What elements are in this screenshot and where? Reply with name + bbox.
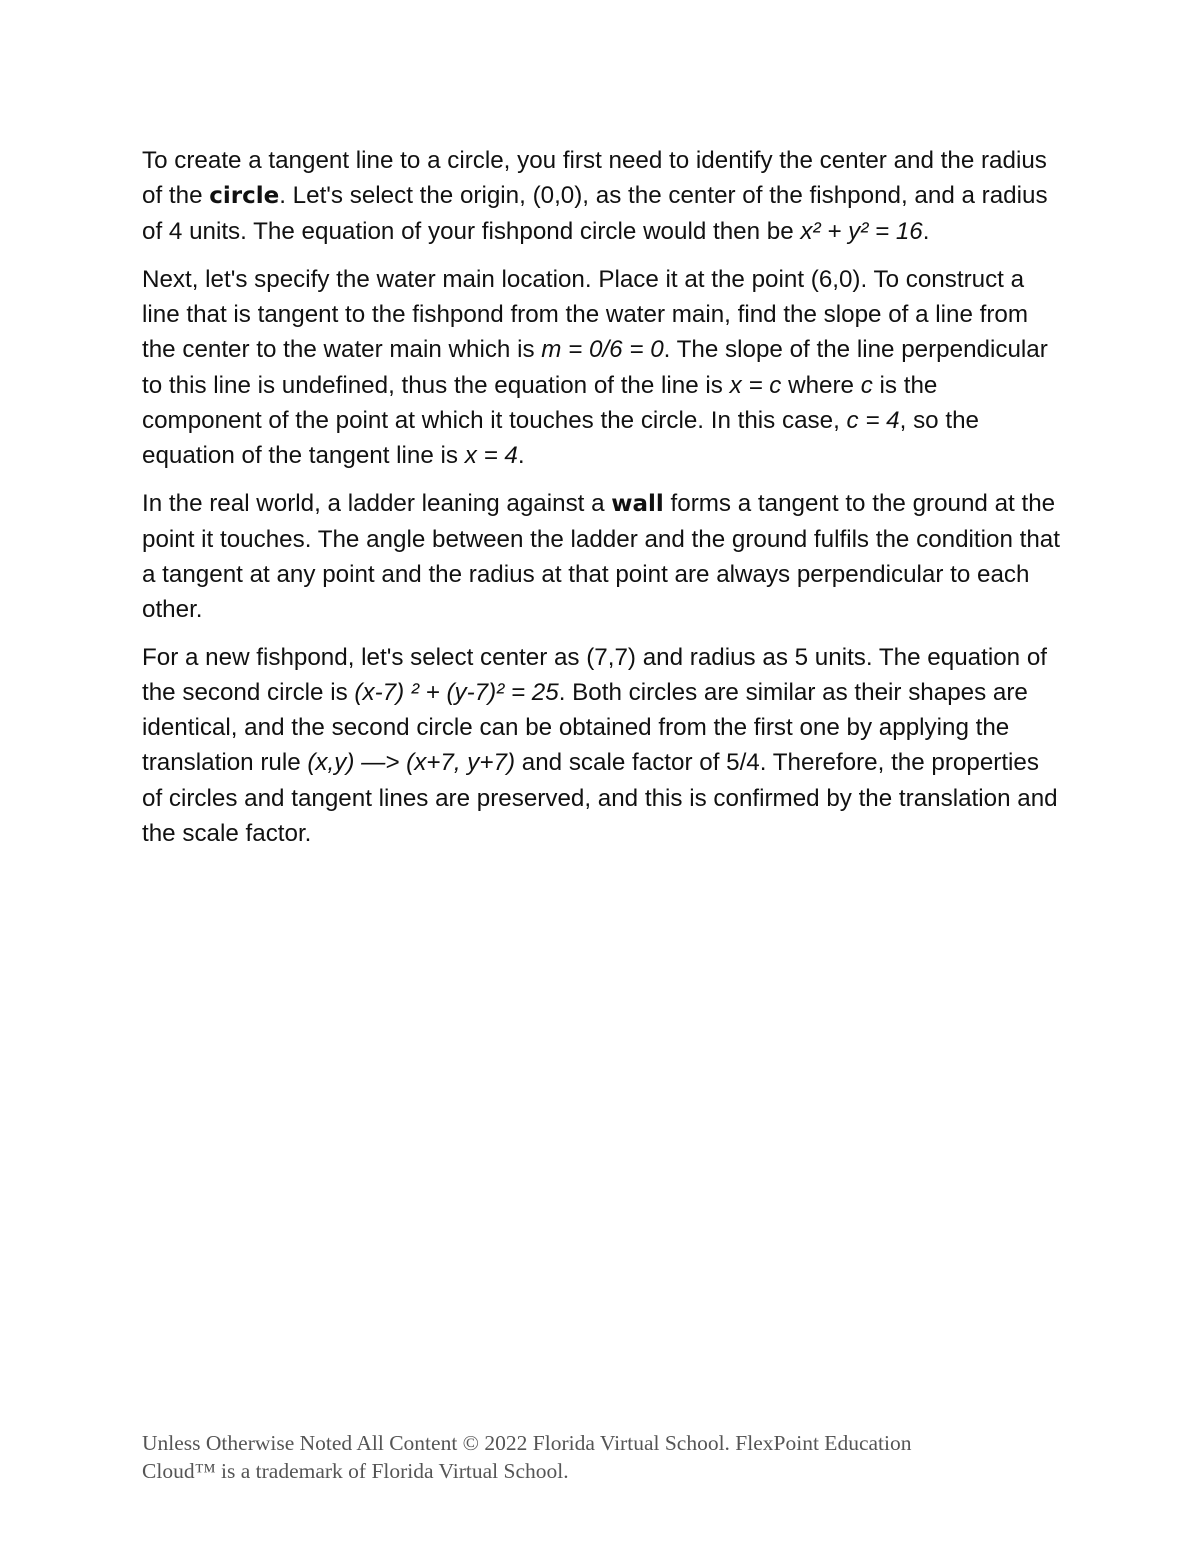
text-span: .: [922, 218, 930, 246]
equation-tangent-line: x = 4: [464, 442, 518, 470]
text-span: For a new fishpond, let's select center as (7,7) and radius as 5 units. The equation of the second circle is: [142, 643, 1047, 707]
text-span: . The slope of the line perpendicular to this line is undefined, thus the equation of the line is: [142, 336, 1048, 399]
text-span: . Let's select the origin, (0,0), as the center of the fishpond, and a radius of 4 units. The equation of your fishpond circle would then be: [142, 182, 1048, 246]
variable-c: c: [860, 371, 873, 399]
paragraph-tangent-intro: [142, 143, 1062, 250]
footer-line-2: Cloud™ is a trademark of Florida Virtual School.: [142, 1459, 569, 1483]
text-span: In the real world, a ladder leaning against a: [142, 489, 612, 517]
keyword-wall: wall: [611, 490, 664, 517]
equation-c-value: c = 4: [846, 406, 900, 434]
footer-line-1: Unless Otherwise Noted All Content © 2022 Florida Virtual School. FlexPoint Education: [142, 1431, 912, 1455]
text-span: forms a tangent to the ground at the point it touches. The angle between the ladder and the ground fulfils the condition that a tangent at any point and the radius at that point are always perpendicular to each other.: [142, 489, 1060, 624]
text-span: .: [517, 442, 525, 470]
equation-circle: x² + y² = 16: [800, 218, 923, 246]
text-span: is the component of the point at which it touches the circle. In this case,: [142, 371, 938, 434]
text-span: Next, let's specify the water main location. Place it at the point (6,0). To construct a line that is tangent to the fishpond from the water main, find the slope of a line from the center to the water main which is: [142, 266, 1029, 364]
paragraph-new-fishpond: [142, 640, 1062, 851]
text-span: where: [781, 371, 861, 399]
paragraph-water-main: [142, 262, 1062, 473]
equation-slope: m = 0/6 = 0: [541, 336, 664, 364]
copyright-footer: [142, 1429, 1042, 1485]
document-body: [142, 143, 1062, 863]
equation-second-circle: (x-7) ² + (y-7)² = 25: [354, 679, 559, 707]
text-span: , so the equation of the tangent line is: [142, 406, 979, 470]
translation-rule: (x,y) —> (x+7, y+7): [307, 749, 516, 777]
text-span: and scale factor of 5/4. Therefore, the properties of circles and tangent lines are preserved, and this is confirmed by the translation and the scale factor.: [142, 749, 1058, 847]
text-span: . Both circles are similar as their shapes are identical, and the second circle can be obtained from the first one by applying the translation rule: [142, 679, 1028, 777]
equation-x-c: x = c: [729, 371, 782, 399]
keyword-circle: circle: [209, 183, 280, 210]
text-span: To create a tangent line to a circle, you first need to identify the center and the radius of the: [142, 147, 1047, 210]
paragraph-real-world: [142, 486, 1062, 628]
